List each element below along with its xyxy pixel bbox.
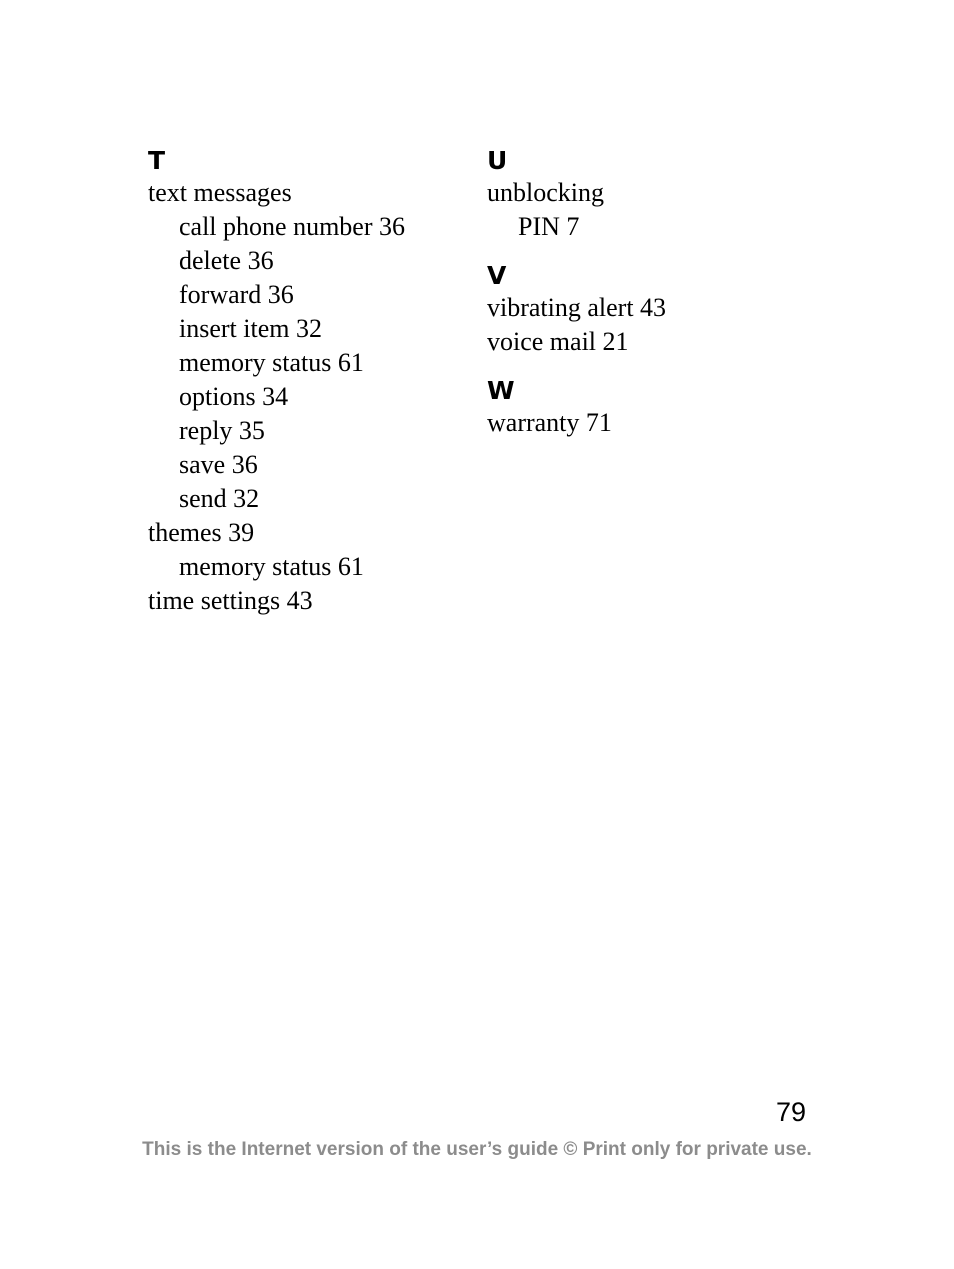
footer-disclaimer: This is the Internet version of the user’s guide © Print only for private use. xyxy=(142,1139,812,1160)
index-subentry: PIN 7 xyxy=(518,212,580,241)
index-subentry: options 34 xyxy=(179,382,289,411)
index-letter-heading: V xyxy=(487,261,507,290)
index-entry: vibrating alert 43 xyxy=(487,293,667,322)
index-entry: time settings 43 xyxy=(148,586,313,615)
page-number: 79 xyxy=(775,1097,806,1127)
index-entry: warranty 71 xyxy=(487,408,612,437)
index-subentry: memory status 61 xyxy=(179,552,364,581)
index-letter-heading: U xyxy=(487,146,508,175)
index-column-left xyxy=(148,146,468,635)
index-subentry: delete 36 xyxy=(179,246,274,275)
index-subentry: call phone number 36 xyxy=(179,212,405,241)
index-subentry: save 36 xyxy=(179,450,258,479)
index-subentry: reply 35 xyxy=(179,416,265,445)
index-subentry: insert item 32 xyxy=(179,314,322,343)
index-group-v xyxy=(487,261,807,359)
index-entry: voice mail 21 xyxy=(487,327,629,356)
index-group-u xyxy=(487,146,807,244)
index-column-right xyxy=(487,146,807,457)
index-subentry: send 32 xyxy=(179,484,260,513)
index-group-t xyxy=(148,146,468,618)
index-entry: themes 39 xyxy=(148,518,255,547)
index-letter-heading: T xyxy=(148,146,166,175)
index-group-w xyxy=(487,376,807,440)
index-entry: unblocking xyxy=(487,178,604,207)
index-subentry: forward 36 xyxy=(179,280,294,309)
index-subentry: memory status 61 xyxy=(179,348,364,377)
index-entry: text messages xyxy=(148,178,292,207)
index-letter-heading: W xyxy=(487,376,516,405)
